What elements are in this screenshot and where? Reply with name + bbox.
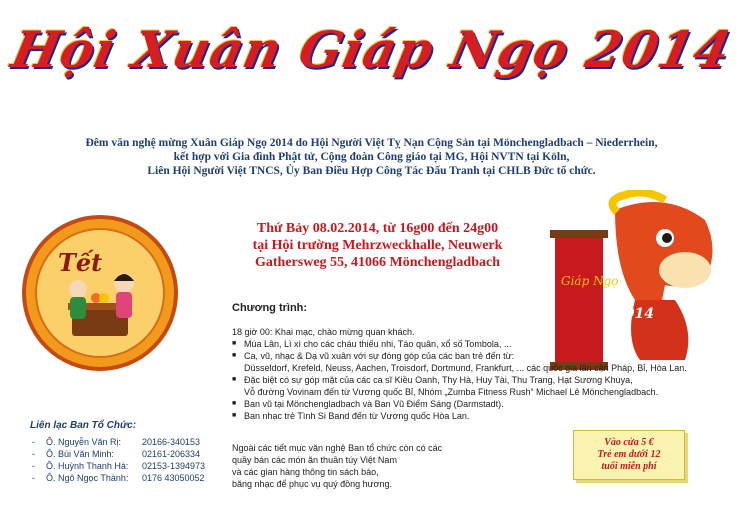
intro-line: Liên Hội Người Việt TNCS, Ủy Ban Điều Hợp Công Tác Đấu Tranh tại CHLB Đức tổ chức. xyxy=(147,165,596,177)
tet-illustration xyxy=(20,213,180,373)
program-opening: 18 giờ 00: Khai mạc, chào mừng quan khách. xyxy=(232,327,415,337)
price-line: Vào cửa 5 € xyxy=(604,437,654,448)
price-line: tuổi miễn phí xyxy=(601,461,657,472)
contact-dash: - xyxy=(32,461,35,471)
contacts-list xyxy=(32,436,205,484)
contact-phone: 0176 43050052 xyxy=(142,473,205,483)
contact-dash: - xyxy=(32,473,35,483)
program-title: Chương trình: xyxy=(232,302,308,314)
contact-name: Ô. Bùi Văn Minh: xyxy=(46,449,115,459)
event-details xyxy=(210,220,545,271)
intro-text xyxy=(60,136,683,178)
program-item: ■ Ban nhạc trẻ Tình Si Band đến từ Vương quốc Hòa Lan. xyxy=(232,410,702,422)
closing-line: quầy bán các món ăn thuần túy Việt Nam xyxy=(232,455,397,465)
price-badge xyxy=(573,430,685,480)
page-title: Hội Xuân Giáp Ngọ 2014 xyxy=(6,20,737,79)
closing-text xyxy=(232,442,472,490)
contact-dash: - xyxy=(32,437,35,447)
price-line: Trẻ em dưới 12 xyxy=(597,449,661,460)
program-item: ■ Ca, vũ, nhạc & Dạ vũ xuân với sự đóng góp của các ban trẻ đến từ: xyxy=(232,350,702,362)
program-item: ■ Đặc biệt có sự góp mặt của các ca sĩ Kiều Oanh, Thy Hà, Huy Tài, Thu Trang, Hạt Sương Khuya, xyxy=(232,374,702,386)
contact-name: Ô. Huỳnh Thanh Hà: xyxy=(46,461,129,471)
contact-phone: 20166-340153 xyxy=(142,437,201,447)
contact-name: Ô. Ngô Ngọc Thành: xyxy=(46,473,129,483)
contact-row xyxy=(32,472,205,484)
contact-name: Ô. Nguyễn Văn Rị: xyxy=(46,437,122,447)
horse-banner-text: Giáp Ngọ xyxy=(561,274,619,288)
event-date: Thứ Bảy 08.02.2014, từ 16g00 đến 24g00 xyxy=(256,221,499,236)
tet-label: Tết xyxy=(58,248,103,277)
contacts-title: Liên lạc Ban Tổ Chức: xyxy=(30,420,137,431)
program-list xyxy=(232,326,702,422)
closing-line: băng nhạc để phục vụ quý đồng hương. xyxy=(232,479,393,489)
program-item-detail: Düsseldorf, Krefeld, Neuss, Aachen, Troisdorf, Dortmund, Frankfurt, ... các quốc gia lân cận Pháp, Bỉ, Hòa Lan. xyxy=(244,363,687,373)
program-item-detail: Vỗ đường Vovinam đến từ Vương quốc Bỉ, Nhóm „Zumba Fitness Rush“ Michael Lê Mönchengladbach. xyxy=(244,387,659,397)
event-venue: tại Hội trường Mehrzweckhalle, Neuwerk xyxy=(252,238,503,253)
program-item: ■ Ban vũ tại Mönchengladbach và Ban Vũ Điểm Sáng (Darmstadt). xyxy=(232,398,702,410)
intro-line: Đêm văn nghệ mừng Xuân Giáp Ngọ 2014 do Hội Người Việt Tỵ Nạn Cộng Sản tại Mönchengladbach – Niederrhein, xyxy=(85,137,658,149)
contact-dash: - xyxy=(32,449,35,459)
closing-line: Ngoài các tiết mục văn nghệ Ban tổ chức còn có các xyxy=(232,443,443,453)
contact-phone: 02153-1394973 xyxy=(142,461,206,471)
closing-line: và các gian hàng thông tin sách báo, xyxy=(232,467,379,477)
contact-row xyxy=(32,448,205,460)
contact-row xyxy=(32,460,205,472)
contact-row xyxy=(32,436,205,448)
contact-phone: 02161-206334 xyxy=(142,449,201,459)
event-address: Gathersweg 55, 41066 Mönchengladbach xyxy=(255,255,500,270)
horse-year-text: 2014 xyxy=(615,306,654,322)
program-item: ■ Múa Lân, Lì xì cho các cháu thiếu nhi, Táo quân, xổ số Tombola, ... xyxy=(232,338,702,350)
intro-line: kết hợp với Gia đình Phật tử, Cộng đoàn Công giáo tại MG, Hội NVTN tại Köln, xyxy=(173,151,570,163)
